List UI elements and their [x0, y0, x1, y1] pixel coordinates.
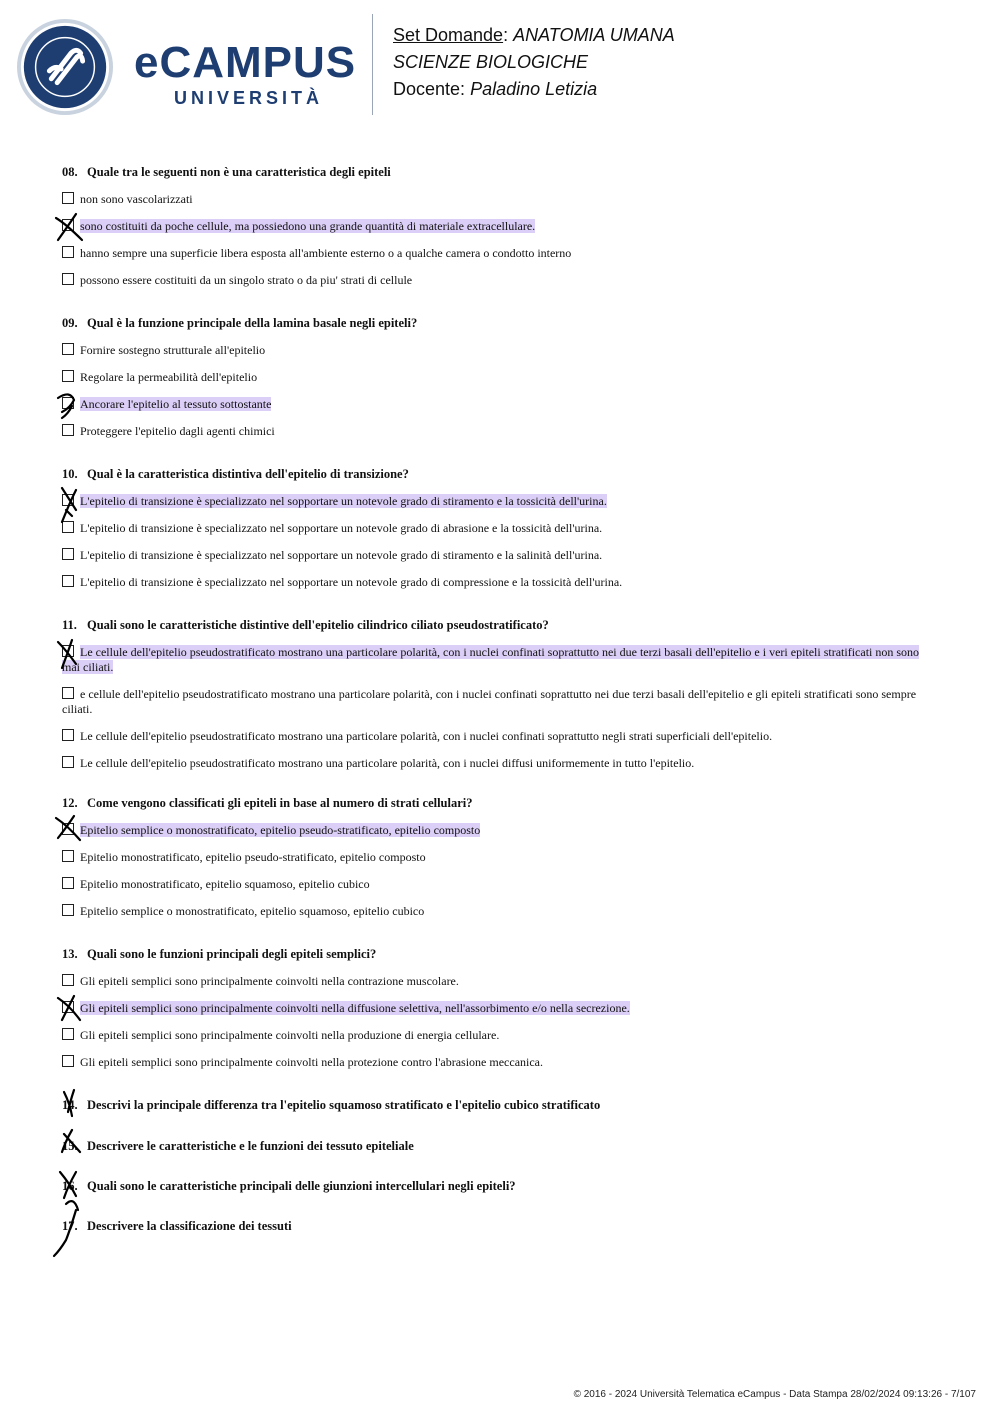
answer-text: Epitelio semplice o monostratificato, epitelio pseudo-stratificato, epitelio composto [80, 823, 481, 837]
question-title [62, 617, 932, 633]
question-title [62, 164, 942, 180]
answer-text: Epitelio monostratificato, epitelio pseudo-stratificato, epitelio composto [80, 850, 426, 864]
answer-checkbox[interactable] [62, 343, 74, 355]
question-number: 09. [62, 316, 78, 330]
answer-text: e cellule dell'epitelio pseudostratificato mostrano una particolare polarità, con i nuclei confinati soprattutto nei due terzi basali dell'epitelio e gli epiteli stratificati sono sempre ciliati. [62, 687, 917, 716]
header-divider [372, 14, 373, 115]
page-footer: © 2016 - 2024 Università Telematica eCampus - Data Stampa 28/02/2024 09:13:26 - 7/107 [573, 1389, 976, 1400]
answer-text: sono costituiti da poche cellule, ma possiedono una grande quantità di materiale extracellulare. [80, 219, 536, 233]
question-title [62, 946, 942, 962]
answer-text: possono essere costituiti da un singolo strato o da piu' strati di cellule [80, 273, 413, 287]
question-08 [62, 164, 942, 288]
question-text: Quali sono le caratteristiche distintive dell'epitelio cilindrico ciliato pseudostratificato? [87, 618, 549, 632]
answer-checkbox[interactable] [62, 823, 74, 835]
answer-option[interactable] [62, 974, 942, 989]
answer-checkbox[interactable] [62, 1055, 74, 1067]
question-14 [62, 1097, 942, 1113]
question-17 [62, 1218, 942, 1234]
answer-text: Gli epiteli semplici sono principalmente coinvolti nella diffusione selettiva, nell'assorbimento e/o nella secrezione. [80, 1001, 630, 1015]
brand-subtitle: UNIVERSITÀ [174, 88, 324, 108]
answer-text: L'epitelio di transizione è specializzato nel sopportare un notevole grado di compressione e la tossicità dell'urina. [80, 575, 623, 589]
answer-checkbox[interactable] [62, 850, 74, 862]
answer-option[interactable] [62, 397, 942, 412]
answer-option[interactable] [62, 521, 942, 536]
question-15 [62, 1138, 942, 1154]
answer-text: L'epitelio di transizione è specializzato nel sopportare un notevole grado di abrasione e la tossicità dell'urina. [80, 521, 603, 535]
answer-checkbox[interactable] [62, 687, 74, 699]
answer-checkbox[interactable] [62, 974, 74, 986]
question-number: 08. [62, 165, 78, 179]
answer-checkbox[interactable] [62, 756, 74, 768]
course-line [393, 49, 675, 76]
question-12 [62, 795, 942, 919]
answer-option[interactable] [62, 1055, 942, 1070]
answer-option[interactable] [62, 575, 942, 590]
answer-option[interactable] [62, 823, 942, 838]
teacher-name: Paladino Letizia [470, 79, 598, 99]
question-text: Descrivere la classificazione dei tessuti [87, 1219, 292, 1233]
question-number: 12. [62, 796, 78, 810]
answer-option[interactable] [62, 548, 942, 563]
answer-option[interactable] [62, 219, 942, 234]
answer-text: Proteggere l'epitelio dagli agenti chimici [80, 424, 275, 438]
answer-checkbox[interactable] [62, 424, 74, 436]
question-number: 11. [62, 618, 77, 632]
answer-checkbox[interactable] [62, 729, 74, 741]
question-number: 10. [62, 467, 78, 481]
question-title [62, 466, 942, 482]
question-text: Descrivi la principale differenza tra l'epitelio squamoso stratificato e l'epitelio cubico stratificato [87, 1098, 601, 1112]
answer-text: Ancorare l'epitelio al tessuto sottostante [80, 397, 272, 411]
answer-option[interactable] [62, 424, 942, 439]
answer-text: hanno sempre una superficie libera esposta all'ambiente esterno o a qualche camera o condotto interno [80, 246, 572, 260]
answer-checkbox[interactable] [62, 273, 74, 285]
answer-checkbox[interactable] [62, 397, 74, 409]
answer-checkbox[interactable] [62, 370, 74, 382]
question-text: Quali sono le funzioni principali degli epiteli semplici? [87, 947, 377, 961]
answer-text: Fornire sostegno strutturale all'epitelio [80, 343, 266, 357]
answer-option[interactable] [62, 494, 942, 509]
answer-option[interactable] [62, 273, 942, 288]
answer-checkbox[interactable] [62, 645, 74, 657]
answer-option[interactable] [62, 645, 932, 675]
course-name: SCIENZE BIOLOGICHE [393, 52, 589, 72]
question-11 [62, 617, 932, 771]
question-number: 15. [62, 1139, 78, 1153]
answer-checkbox[interactable] [62, 219, 74, 231]
question-title [62, 1097, 942, 1113]
answer-option[interactable] [62, 756, 932, 771]
set-label: Set Domande [393, 25, 504, 45]
header-info [393, 22, 675, 103]
answer-option[interactable] [62, 904, 942, 919]
question-09 [62, 315, 942, 439]
question-10 [62, 466, 942, 590]
question-text: Qual è la funzione principale della lamina basale negli epiteli? [87, 316, 418, 330]
answer-text: Gli epiteli semplici sono principalmente coinvolti nella protezione contro l'abrasione meccanica. [80, 1055, 544, 1069]
answer-checkbox[interactable] [62, 548, 74, 560]
answer-checkbox[interactable] [62, 904, 74, 916]
question-text: Qual è la caratteristica distintiva dell'epitelio di transizione? [87, 467, 409, 481]
answer-option[interactable] [62, 877, 942, 892]
question-text: Quali sono le caratteristiche principali delle giunzioni intercellulari negli epiteli? [87, 1179, 516, 1193]
answer-checkbox[interactable] [62, 575, 74, 587]
answer-option[interactable] [62, 850, 942, 865]
answer-checkbox[interactable] [62, 1001, 74, 1013]
set-value: ANATOMIA UMANA [513, 25, 675, 45]
answer-checkbox[interactable] [62, 494, 74, 506]
answer-checkbox[interactable] [62, 1028, 74, 1040]
answer-text: L'epitelio di transizione è specializzato nel sopportare un notevole grado di stiramento e la tossicità dell'urina. [80, 494, 607, 508]
answer-option[interactable] [62, 192, 942, 207]
answer-option[interactable] [62, 370, 942, 385]
answer-checkbox[interactable] [62, 521, 74, 533]
answer-text: Epitelio monostratificato, epitelio squamoso, epitelio cubico [80, 877, 370, 891]
question-13 [62, 946, 942, 1070]
answer-checkbox[interactable] [62, 246, 74, 258]
answer-option[interactable] [62, 246, 942, 261]
question-title [62, 795, 942, 811]
question-title [62, 1178, 942, 1194]
question-text: Descrivere le caratteristiche e le funzioni dei tessuto epiteliale [87, 1139, 414, 1153]
answer-text: Gli epiteli semplici sono principalmente coinvolti nella produzione di energia cellulare. [80, 1028, 500, 1042]
question-title [62, 1138, 942, 1154]
answer-option[interactable] [62, 1028, 942, 1043]
answer-option[interactable] [62, 687, 932, 717]
answer-text: Epitelio semplice o monostratificato, epitelio squamoso, epitelio cubico [80, 904, 425, 918]
question-number: 14. [62, 1098, 78, 1112]
answer-text: Le cellule dell'epitelio pseudostratificato mostrano una particolare polarità, con i nuclei confinati soprattutto nei due terzi basali dell'epitelio e i veri epiteli stratificati non sono mai ciliati. [62, 645, 920, 674]
answer-option[interactable] [62, 729, 932, 744]
answer-checkbox[interactable] [62, 877, 74, 889]
set-line: Set Domande: ANATOMIA UMANA [393, 25, 675, 45]
question-number: 16. [62, 1179, 78, 1193]
answer-option[interactable] [62, 1001, 942, 1016]
ecampus-wordmark [134, 38, 358, 112]
answer-text: Le cellule dell'epitelio pseudostratificato mostrano una particolare polarità, con i nuclei confinati soprattutto negli strati superficiali dell'epitelio. [80, 729, 773, 743]
question-title [62, 315, 942, 331]
question-text: Come vengono classificati gli epiteli in base al numero di strati cellulari? [87, 796, 473, 810]
answer-text: non sono vascolarizzati [80, 192, 193, 206]
teacher-line [393, 76, 675, 103]
question-number: 13. [62, 947, 78, 961]
answer-text: Regolare la permeabilità dell'epitelio [80, 370, 258, 384]
answer-text: Gli epiteli semplici sono principalmente coinvolti nella contrazione muscolare. [80, 974, 459, 988]
university-seal-logo [16, 18, 114, 116]
answer-text: Le cellule dell'epitelio pseudostratificato mostrano una particolare polarità, con i nuclei diffusi uniformemente in tutto l'epitelio. [80, 756, 695, 770]
question-text: Quale tra le seguenti non è una caratteristica degli epiteli [87, 165, 391, 179]
question-16 [62, 1178, 942, 1194]
answer-text: L'epitelio di transizione è specializzato nel sopportare un notevole grado di stiramento e la salinità dell'urina. [80, 548, 603, 562]
answer-checkbox[interactable] [62, 192, 74, 204]
question-number: 17. [62, 1219, 78, 1233]
brand-name: eCAMPUS [134, 38, 357, 87]
teacher-label: Docente: [393, 79, 466, 99]
answer-option[interactable] [62, 343, 942, 358]
question-title [62, 1218, 942, 1234]
